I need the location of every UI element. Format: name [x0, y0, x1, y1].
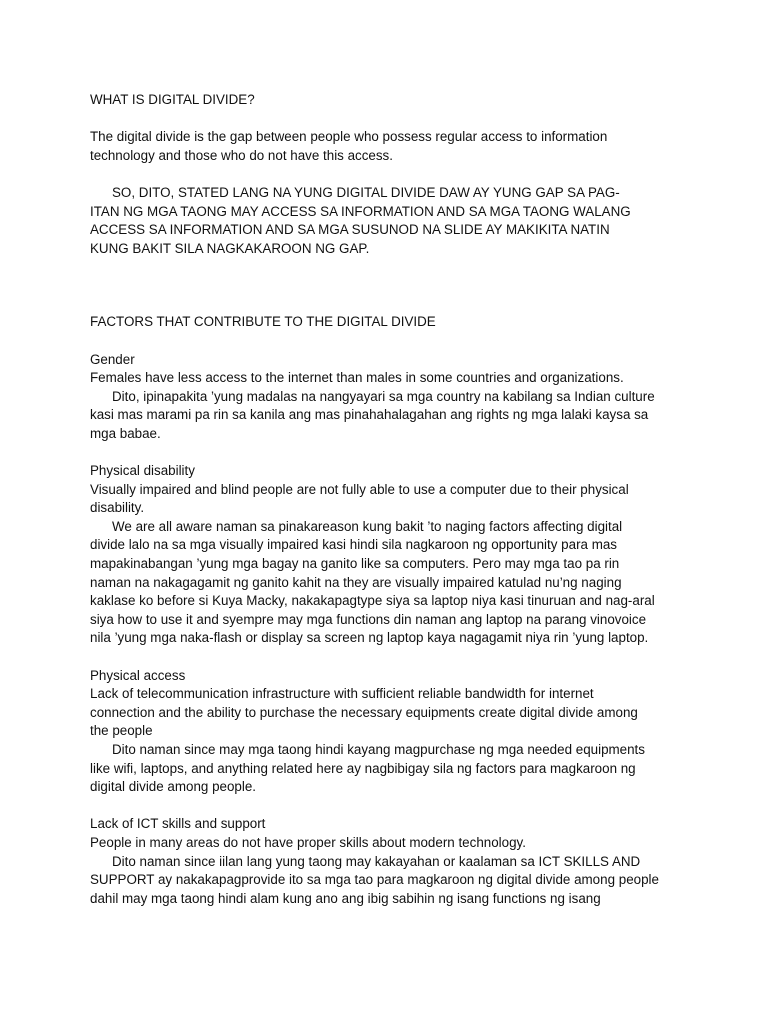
factors-heading: FACTORS THAT CONTRIBUTE TO THE DIGITAL DIVIDE — [90, 314, 436, 330]
gender-body: Females have less access to the internet than males in some countries and organizations. — [90, 370, 624, 386]
gender-comment: Dito, ipinapakita ’yung madalas na nangyayari sa mga country na kabilang sa Indian culture kasi mas marami pa rin sa kanila ang mas pinahahalagahan ang rights ng mga lalaki kaysa sa mga babae. — [90, 388, 655, 441]
access-body: Lack of telecommunication infrastructure with sufficient reliable bandwidth for internet connection and the ability to purchase the necessary equipments create digital divide among the people — [90, 686, 638, 739]
definition-paragraph: The digital divide is the gap between people who possess regular access to information technology and those who do not have this access. — [90, 129, 608, 163]
ict-body: People in many areas do not have proper skills about modern technology. — [90, 834, 526, 850]
disability-body: Visually impaired and blind people are not fully able to use a computer due to their physical disability. — [90, 481, 629, 516]
definition-comment: SO, DITO, STATED LANG NA YUNG DIGITAL DIVIDE DAW AY YUNG GAP SA PAG- ITAN NG MGA TAONG MAY ACCESS SA INFORMATION AND SA MGA TAONG WALANG ACCESS SA INFORMATION AND SA MGA SUSUNOD NA SLIDE AY MAKIKITA NATIN KUNG BAKIT SILA NAGKAKAROON NG GAP. — [90, 184, 631, 256]
ict-heading: Lack of ICT skills and support — [90, 816, 266, 832]
disability-comment: We are all aware naman sa pinakareason kung bakit ’to naging factors affecting digital divide lalo na sa mga visually impaired kasi hindi sila nagkaroon ng opportunity para mas mapakinabangan ’yung mga bagay na ganito like sa computers. Pero may mga tao pa rin naman na nakagagamit ng ganito kahit na they are visually impaired katulad nu’ng naging kaklase ko before si Kuya Macky, nakakapagtype siya sa laptop niya kasi tinuruan and nag-aral siya how to use it and syempre may mga functions din naman ang laptop na parang vinovoice nila ’yung mga naka-flash or display sa screen ng laptop kaya nagagamit niya rin ’yung laptop. — [90, 518, 655, 646]
document-page — [90, 91, 682, 908]
access-comment: Dito naman since may mga taong hindi kayang magpurchase ng mga needed equipments like wifi, laptops, and anything related here ay nagbibigay sila ng factors para magkaroon ng digital divide among people. — [90, 742, 645, 795]
disability-heading: Physical disability — [90, 463, 195, 479]
page-title: WHAT IS DIGITAL DIVIDE? — [90, 92, 255, 107]
gender-heading: Gender — [90, 351, 135, 367]
ict-comment: Dito naman since iilan lang yung taong may kakayahan or kaalaman sa ICT SKILLS AND SUPPORT ay nakakapagprovide ito sa mga tao para magkaroon ng digital divide among people dahil may mga taong hindi alam kung ano ang ibig sabihin ng isang functions ng isang — [90, 853, 659, 906]
access-heading: Physical access — [90, 667, 186, 683]
